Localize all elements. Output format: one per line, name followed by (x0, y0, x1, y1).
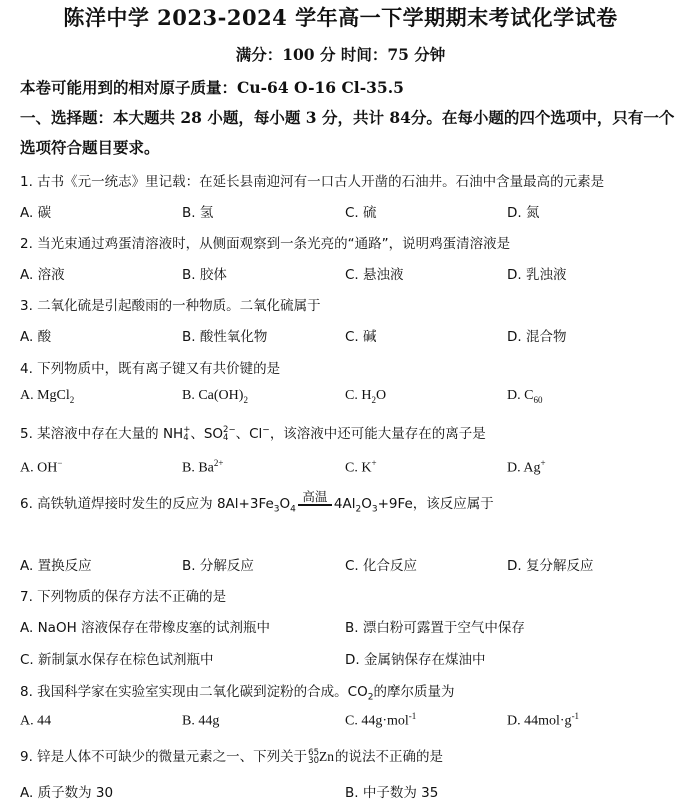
question-2-option-c[interactable]: C. 悬浊液 (345, 267, 404, 283)
question-1-stem: 1. 古书《元一统志》里记载：在延长县南迎河有一口古人开凿的石油井。石油中含量最高的元素是 (20, 174, 605, 190)
question-6-option-a[interactable]: A. 置换反应 (20, 558, 92, 574)
zinc-nuclide: 65 30 Zn (308, 748, 334, 766)
question-2-option-a[interactable]: A. 溶液 (20, 267, 65, 283)
question-6-option-c[interactable]: C. 化合反应 (345, 558, 418, 574)
question-7-option-a[interactable]: A. NaOH 溶液保存在带橡皮塞的试剂瓶中 (20, 620, 271, 636)
question-1-option-a[interactable]: A. 碳 (20, 205, 52, 221)
question-9-option-b[interactable]: B. 中子数为 35 (345, 785, 439, 801)
question-8-stem: 8. 我国科学家在实验室实现由二氧化碳到淀粉的合成。$CO_2$的摩尔质量为 (20, 684, 455, 703)
question-4-option-a[interactable]: A. MgCl$_2$ (20, 388, 75, 405)
question-4-option-b[interactable]: B. $Ca(OH)_2$ (182, 388, 248, 405)
question-6-stem: 6. 高铁轨道焊接时发生的反应为 $8Al+3Fe_3O_4$ 高温 $4Al_2O_3+9Fe$，该反应属于 (20, 489, 494, 515)
question-3-option-a[interactable]: A. 酸 (20, 329, 52, 345)
question-7-option-b[interactable]: B. 漂白粉可露置于空气中保存 (345, 620, 525, 636)
section-title-line2: 选项符合题目要求。 (20, 138, 160, 157)
question-8-option-c[interactable]: C. 44g·mol$^{-1}$ (345, 711, 417, 729)
question-2-stem: 2. 当光束通过鸡蛋清溶液时，从侧面观察到一条光亮的“通路”，说明鸡蛋清溶液是 (20, 236, 511, 252)
question-4-stem: 4. 下列物质中，既有离子键又有共价键的是 (20, 361, 281, 377)
question-8-option-a[interactable]: A. 44 (20, 713, 52, 729)
question-9-stem: 9. 锌是人体不可缺少的微量元素之一、下列关于 65 30 Zn的说法不正确的是 (20, 748, 443, 766)
question-9-option-a[interactable]: A. 质子数为 30 (20, 785, 114, 801)
atomic-mass-note: 本卷可能用到的相对原子质量：Cu-64 O-16 Cl-35.5 (20, 78, 404, 97)
question-6-option-b[interactable]: B. 分解反应 (182, 558, 254, 574)
question-8-option-d[interactable]: D. $44mol\cdot g^{-1}$ (507, 711, 580, 729)
question-5-option-b[interactable]: B. $Ba^{2+}$ (182, 458, 224, 476)
question-3-option-b[interactable]: B. 酸性氧化物 (182, 329, 268, 345)
question-5-option-d[interactable]: D. Ag+ (507, 458, 546, 476)
question-3-option-d[interactable]: D. 混合物 (507, 329, 567, 345)
question-1-option-d[interactable]: D. 氮 (507, 205, 540, 221)
question-1-option-c[interactable]: C. 硫 (345, 205, 377, 221)
exam-title: 陈洋中学 2023-2024 学年高一下学期期末考试化学试卷 (63, 5, 618, 30)
question-3-option-c[interactable]: C. 碱 (345, 329, 377, 345)
exam-subtitle: 满分：100 分 时间：75 分钟 (235, 45, 446, 64)
section-title-line1: 一、选择题：本大题共 28 小题，每小题 3 分，共计 84分。在每小题的四个选项中，只有一个 (20, 108, 675, 127)
question-1-option-b[interactable]: B. 氢 (182, 205, 214, 221)
reaction-condition: 高温 (298, 490, 332, 506)
question-7-option-d[interactable]: D. 金属钠保存在煤油中 (345, 652, 486, 668)
question-5-stem: 5. 某溶液中存在大量的 NH + 4 、SO 2− 4 、Cl−，该溶液中还可能大量存在的离子是 (20, 425, 486, 443)
question-2-option-b[interactable]: B. 胶体 (182, 267, 227, 283)
question-8-option-b[interactable]: B. 44g (182, 713, 220, 729)
question-5-option-a[interactable]: A. OH− (20, 458, 63, 476)
question-4-option-d[interactable]: D. $C_{60}$ (507, 388, 543, 405)
question-7-option-c[interactable]: C. 新制氯水保存在棕色试剂瓶中 (20, 652, 214, 668)
question-3-stem: 3. 二氧化硫是引起酸雨的一种物质。二氧化硫属于 (20, 298, 321, 314)
question-6-option-d[interactable]: D. 复分解反应 (507, 558, 594, 574)
question-5-option-c[interactable]: C. K+ (345, 458, 377, 476)
question-4-option-c[interactable]: C. $H_2O$ (345, 388, 387, 405)
question-7-stem: 7. 下列物质的保存方法不正确的是 (20, 589, 227, 605)
question-2-option-d[interactable]: D. 乳浊液 (507, 267, 567, 283)
